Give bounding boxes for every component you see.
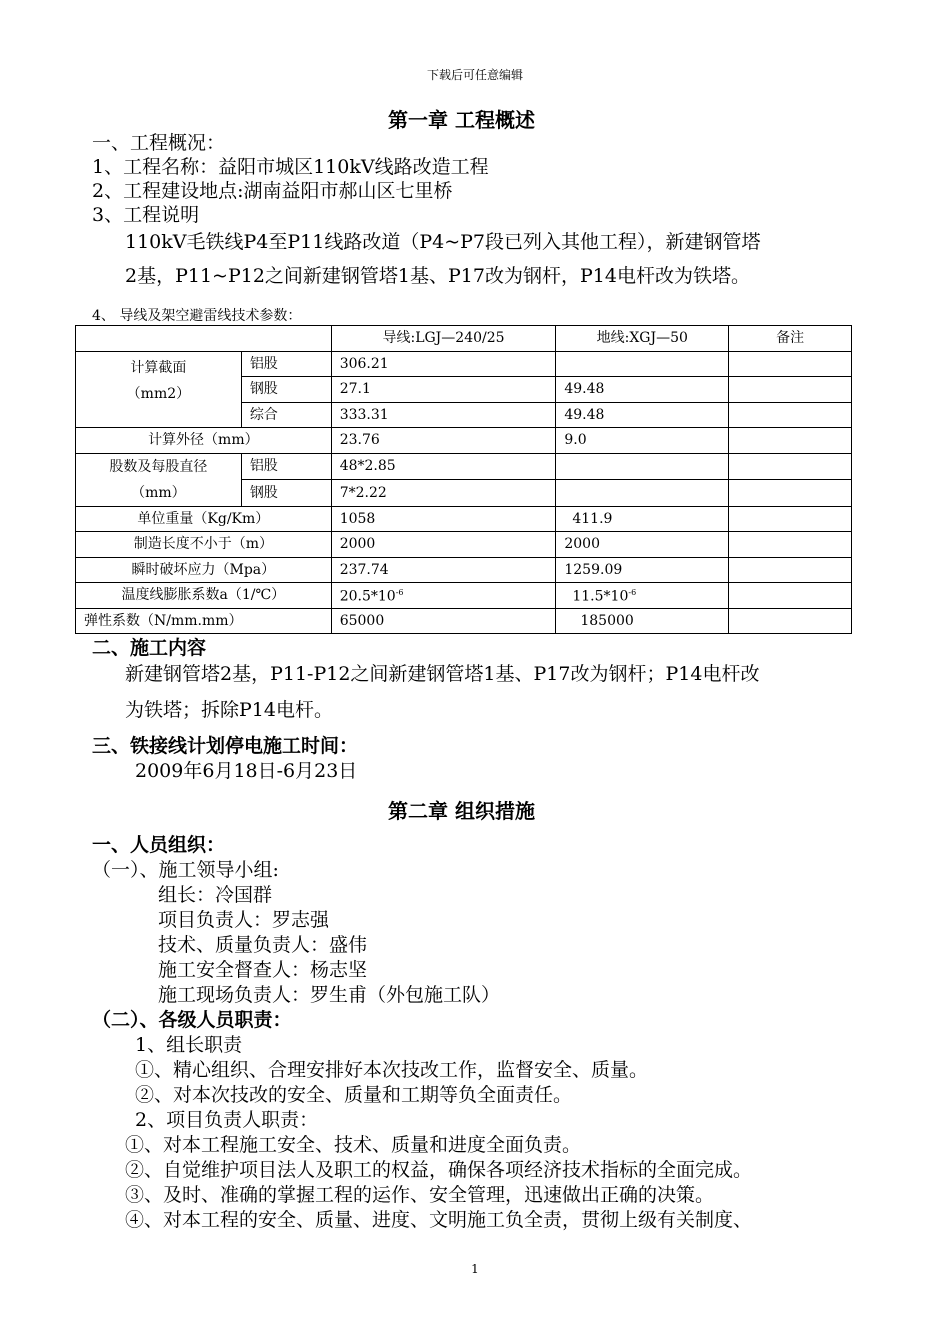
table-cell-label: 钢股 [241, 377, 331, 403]
table-cell-label: 瞬时破坏应力（Mpa） [76, 557, 332, 583]
table-cell: 411.9 [556, 506, 729, 532]
table-row [76, 351, 852, 377]
table-cell: 23.76 [331, 428, 556, 454]
table-cell-label: 综合 [241, 402, 331, 428]
section-3-heading: 三、铁接线计划停电施工时间： [92, 735, 359, 757]
table-cell: 185000 [556, 608, 729, 634]
section-2-heading: 二、施工内容 [92, 637, 207, 659]
table-cell: 49.48 [556, 402, 729, 428]
pm-duty-2: ②、自觉维护项目法人及职工的权益，确保各项经济技术指标的全面完成。 [125, 1159, 753, 1181]
pm-duties-title: 2、项目负责人职责： [135, 1109, 319, 1131]
table-header-remark: 备注 [729, 326, 852, 352]
construction-content-line-2: 为铁塔；拆除P14电杆。 [125, 699, 333, 721]
chapter-2-title: 第二章 组织措施 [388, 799, 535, 823]
table-cell-label: 铝股 [241, 453, 331, 480]
table-cell-label: 计算外径（mm） [76, 428, 332, 454]
group-leader: 组长：冷国群 [158, 884, 273, 906]
table-row [76, 453, 852, 480]
table-row [76, 428, 852, 454]
pm-duty-3: ③、及时、准确的掌握工程的运作、安全管理，迅速做出正确的决策。 [125, 1184, 715, 1206]
page-number: 1 [471, 1262, 479, 1276]
table-row [76, 608, 852, 634]
leader-duty-1: ①、精心组织、合理安排好本次技改工作，监督安全、质量。 [135, 1059, 649, 1081]
personnel-heading: 一、人员组织： [92, 834, 226, 856]
leadership-group-heading: （一）、施工领导小组: [92, 859, 279, 881]
table-cell-label: 制造长度不小于（m） [76, 532, 332, 558]
table-cell: 2000 [556, 532, 729, 558]
safety-supervisor: 施工安全督查人：杨志坚 [158, 959, 368, 981]
table-cell: 27.1 [331, 377, 556, 403]
table-row [76, 557, 852, 583]
project-description-heading: 3、工程说明 [92, 204, 200, 226]
table-cell: 2000 [331, 532, 556, 558]
table-cell: 1259.09 [556, 557, 729, 583]
table-row [76, 532, 852, 558]
table-cell: 49.48 [556, 377, 729, 403]
project-description-line-1: 110kV毛铁线P4至P11线路改道（P4~P7段已列入其他工程），新建钢管塔 [125, 231, 761, 253]
table-cell: 333.31 [331, 402, 556, 428]
table-header-conductor: 导线:LGJ—240/25 [331, 326, 556, 352]
table-cell: 306.21 [331, 351, 556, 377]
table-caption: 4、 导线及架空避雷线技术参数： [92, 308, 302, 324]
leader-duty-2: ②、对本次技改的安全、质量和工期等负全面责任。 [135, 1084, 573, 1106]
table-row [76, 506, 852, 532]
table-cell: 1058 [331, 506, 556, 532]
pm-duty-4: ④、对本工程的安全、质量、进度、文明施工负全责，贯彻上级有关制度、 [125, 1209, 753, 1231]
table-cell-label: 钢股 [241, 480, 331, 507]
outage-date: 2009年6月18日-6月23日 [135, 760, 358, 782]
table-cell-area-label: 计算截面 （mm2） [76, 351, 242, 428]
table-cell-label: 单位重量（Kg/Km） [76, 506, 332, 532]
project-location: 2、工程建设地点:湖南益阳市郝山区七里桥 [92, 180, 453, 202]
duties-heading: （二）、各级人员职责： [92, 1009, 292, 1031]
page-header-note: 下载后可任意编辑 [426, 68, 523, 82]
table-header-ground-wire: 地线:XGJ—50 [556, 326, 729, 352]
project-description-line-2: 2基，P11~P12之间新建钢管塔1基、P17改为钢杆，P14电杆改为铁塔。 [125, 265, 750, 287]
table-row [76, 326, 852, 352]
table-cell: 48*2.85 [331, 453, 556, 480]
table-cell: 65000 [331, 608, 556, 634]
conductor-parameters-table [75, 325, 852, 634]
section-1-heading: 一、工程概况： [92, 132, 226, 154]
site-manager: 施工现场负责人：罗生甫（外包施工队） [158, 984, 501, 1006]
table-cell: 7*2.22 [331, 480, 556, 507]
table-cell: $20.5*10^{-6}$ [331, 583, 556, 609]
table-cell: 237.74 [331, 557, 556, 583]
leader-duties-title: 1、组长职责 [135, 1034, 243, 1056]
table-cell-strands-label: 股数及每股直径 （mm） [76, 453, 242, 506]
table-row [76, 583, 852, 609]
table-cell-label: 铝股 [241, 351, 331, 377]
project-manager: 项目负责人：罗志强 [158, 909, 330, 931]
technical-quality-lead: 技术、质量负责人：盛伟 [158, 934, 368, 956]
project-name: 1、工程名称：益阳市城区110kV线路改造工程 [92, 156, 489, 178]
construction-content-line-1: 新建钢管塔2基，P11-P12之间新建钢管塔1基、P17改为钢杆；P14电杆改 [125, 663, 760, 685]
pm-duty-1: ①、对本工程施工安全、技术、质量和进度全面负责。 [125, 1134, 582, 1156]
table-cell: 9.0 [556, 428, 729, 454]
table-cell-label: 弹性系数（N/mm.mm） [76, 608, 332, 634]
chapter-1-title: 第一章 工程概述 [388, 108, 535, 132]
table-cell-label: 温度线膨胀系数a（1/℃） [76, 583, 332, 609]
table-cell: $11.5*10^{-6}$ [556, 583, 729, 609]
